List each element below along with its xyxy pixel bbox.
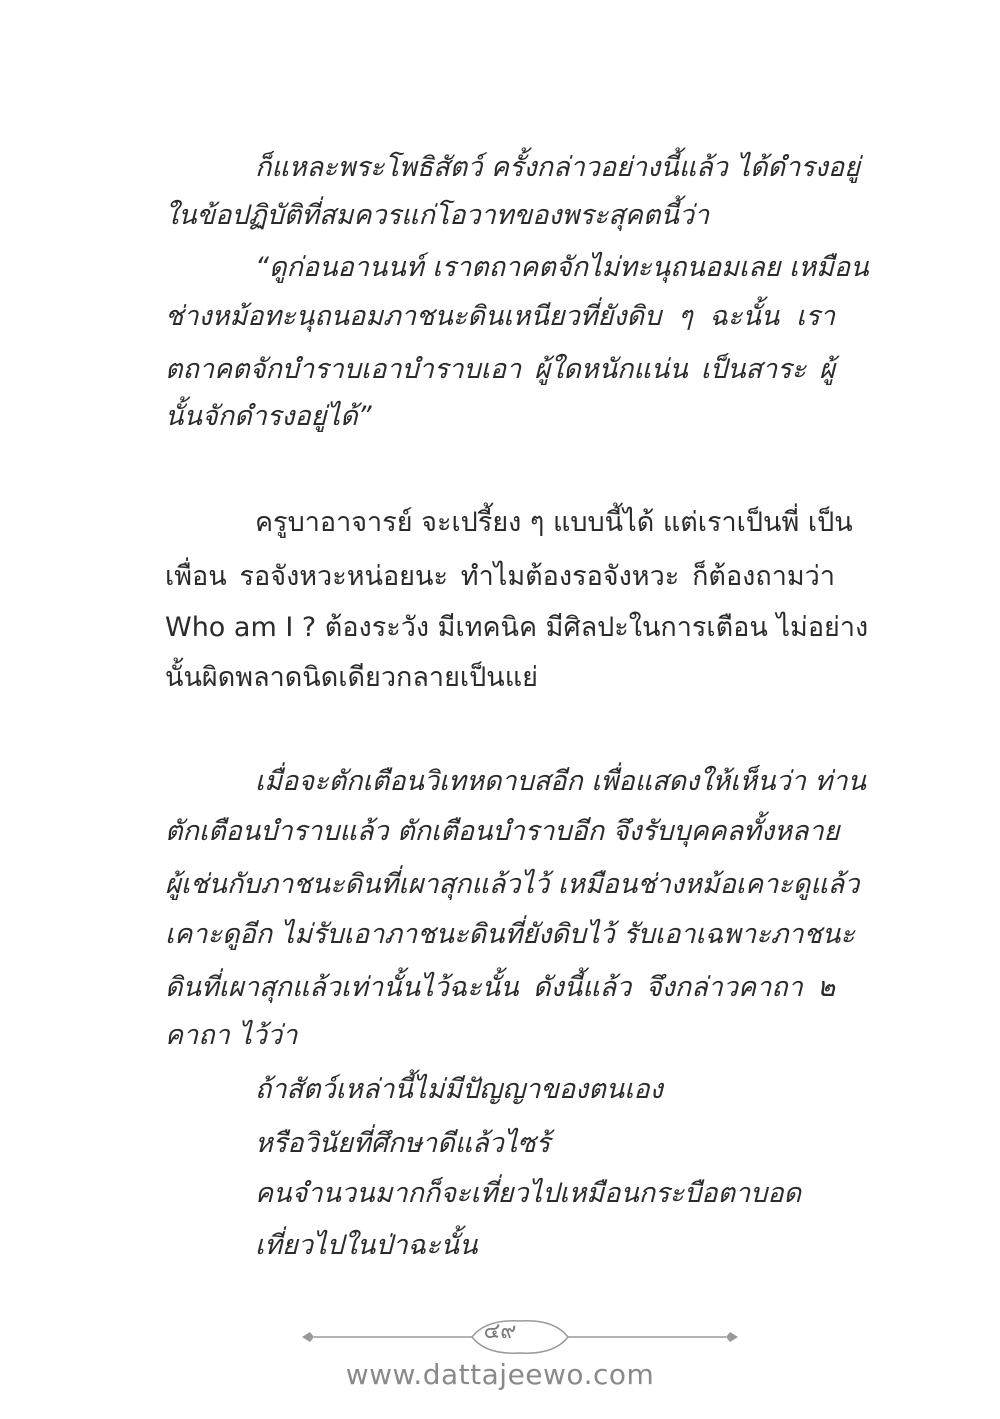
paragraph-2-line-3: Who am I ? ต้องระวัง มีเทคนิค มีศิลปะในการเตือน ไม่อย่าง <box>165 612 869 643</box>
paragraph-1-line-1: ก็แหละพระโพธิสัตว์ ครั้งกล่าวอย่างนี้แล้ว ได้ดำรงอยู่ <box>255 152 860 183</box>
paragraph-3-line-6: คาถา ไว้ว่า <box>165 1020 298 1051</box>
quote-line-2: ช่างหม้อทะนุถนอมภาชนะดินเหนียวที่ยังดิบ ๆ ฉะนั้น เรา <box>165 301 835 332</box>
paragraph-2-line-2: เพื่อน รอจังหวะหน่อยนะ ทำไมต้องรอจังหวะ ก็ต้องถามว่า <box>165 561 835 592</box>
website-url: www.dattajeewo.com <box>345 1358 655 1391</box>
paragraph-2-line-4: นั้นผิดพลาดนิดเดียวกลายเป็นแย่ <box>165 662 538 693</box>
paragraph-3-line-4: เคาะดูอีก ไม่รับเอาภาชนะดินที่ยังดิบไว้ รับเอาเฉพาะภาชนะ <box>165 919 855 950</box>
verse-line-2: หรือวินัยที่ศึกษาดีแล้วไซร้ <box>255 1128 551 1159</box>
paragraph-3-line-2: ตักเตือนบำราบแล้ว ตักเตือนบำราบอีก จึงรับบุคคลทั้งหลาย <box>165 816 840 847</box>
quote-line-4: นั้นจักดำรงอยู่ได้” <box>165 401 372 432</box>
paragraph-2-line-1: ครูบาอาจารย์ จะเปรี้ยง ๆ แบบนี้ได้ แต่เราเป็นพี่ เป็น <box>255 507 853 538</box>
paragraph-3-line-1: เมื่อจะตักเตือนวิเทหดาบสอีก เพื่อแสดงให้เห็นว่า ท่าน <box>255 766 866 797</box>
leaf-left-icon <box>302 1332 314 1342</box>
page-number: ๔๙ <box>483 1319 517 1344</box>
paragraph-3-line-3: ผู้เช่นกับภาชนะดินที่เผาสุกแล้วไว้ เหมือนช่างหม้อเคาะดูแล้ว <box>165 869 860 900</box>
leaf-right-icon <box>726 1332 738 1342</box>
paragraph-1-line-2: ในข้อปฏิบัติที่สมควรแก่โอวาทของพระสุคตนี้ว่า <box>165 200 710 231</box>
verse-line-1: ถ้าสัตว์เหล่านี้ไม่มีปัญญาของตนเอง <box>255 1074 663 1105</box>
verse-line-3: คนจำนวนมากก็จะเที่ยวไปเหมือนกระบือตาบอด <box>255 1178 802 1209</box>
verse-line-4: เที่ยวไปในป่าฉะนั้น <box>255 1230 478 1261</box>
quote-line-1: “ดูก่อนอานนท์ เราตถาคตจักไม่ทะนุถนอมเลย เหมือน <box>255 252 869 283</box>
quote-line-3: ตถาคตจักบำราบเอาบำราบเอา ผู้ใดหนักแน่น เป็นสาระ ผู้ <box>165 354 835 385</box>
paragraph-3-line-5: ดินที่เผาสุกแล้วเท่านั้นไว้ฉะนั้น ดังนี้แล้ว จึงกล่าวคาถา ๒ <box>165 972 835 1003</box>
